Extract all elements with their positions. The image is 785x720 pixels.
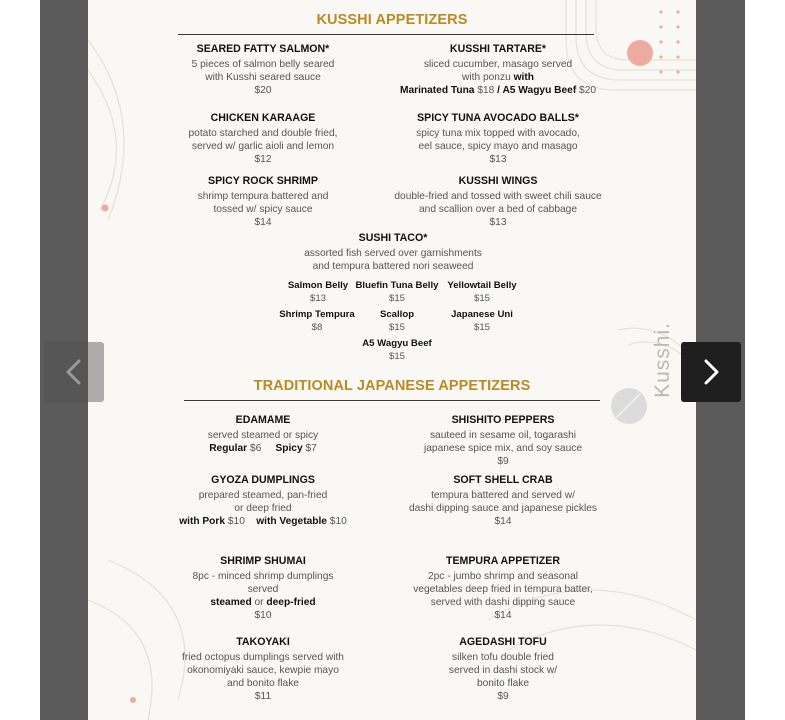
previous-page-button[interactable] bbox=[44, 342, 104, 402]
chevron-right-icon bbox=[698, 357, 724, 387]
menu-item-takoyaki: TAKOYAKI fried octopus dumplings served with okonomiyaki sauce, kewpie mayo and bonito flake $11 bbox=[182, 636, 344, 702]
menu-item-spicy-tuna-avocado-balls: SPICY TUNA AVOCADO BALLS* spicy tuna mix topped with avocado, eel sauce, spicy mayo and masago $13 bbox=[416, 112, 580, 165]
menu-item-chicken-karaage: CHICKEN KARAAGE potato starched and double fried, served w/ garlic aioli and lemon $12 bbox=[188, 112, 338, 165]
menu-item-shrimp-shumai: SHRIMP SHUMAI 8pc - minced shrimp dumplings served steamed or deep-fried $10 bbox=[192, 555, 334, 621]
taco-option: A5 Wagyu Beef $15 bbox=[362, 338, 432, 362]
menu-item-soft-shell-crab: SOFT SHELL CRAB tempura battered and served w/ dashi dipping sauce and japanese pickles $14 bbox=[408, 474, 598, 527]
taco-option: Japanese Uni $15 bbox=[451, 309, 513, 333]
menu-item-spicy-rock-shrimp: SPICY ROCK SHRIMP shrimp tempura battered and tossed w/ spicy sauce $14 bbox=[197, 175, 329, 228]
menu-item-shishito-peppers: SHISHITO PEPPERS sauteed in sesame oil, togarashi japanese spice mix, and soy sauce $9 bbox=[424, 414, 582, 467]
chevron-left-icon bbox=[61, 357, 87, 387]
section-title-traditional-japanese-appetizers: TRADITIONAL JAPANESE APPETIZERS bbox=[253, 378, 531, 394]
section-divider bbox=[184, 400, 600, 401]
next-page-button[interactable] bbox=[681, 342, 741, 402]
taco-option: Yellowtail Belly $15 bbox=[447, 280, 517, 304]
taco-option: Bluefin Tuna Belly $15 bbox=[355, 280, 439, 304]
menu-item-edamame: EDAMAME served steamed or spicy Regular $6 Spicy $7 bbox=[207, 414, 319, 454]
menu-item-seared-fatty-salmon: SEARED FATTY SALMON* 5 pieces of salmon belly seared with Kusshi seared sauce $20 bbox=[191, 43, 335, 96]
menu-item-agedashi-tofu: AGEDASHI TOFU silken tofu double fried served in dashi stock w/ bonito flake $9 bbox=[448, 636, 558, 702]
taco-option: Scallop $15 bbox=[379, 309, 415, 333]
menu-page bbox=[88, 0, 696, 720]
menu-item-gyoza-dumplings: GYOZA DUMPLINGS prepared steamed, pan-fried or deep fried with Pork $10 with Vegetable $10 bbox=[179, 474, 347, 527]
section-divider bbox=[178, 34, 594, 35]
taco-option: Shrimp Tempura $8 bbox=[279, 309, 355, 333]
menu-item-tempura-appetizer: TEMPURA APPETIZER 2pc - jumbo shrimp and seasonal vegetables deep fried in tempura batter, served with dashi dipping sauce $14 bbox=[413, 555, 593, 621]
section-title-kusshi-appetizers: KUSSHI APPETIZERS bbox=[316, 12, 468, 28]
menu-item-kusshi-tartare: KUSSHI TARTARE* sliced cucumber, masago served with ponzu with Marinated Tuna $18 / A5 Wagyu Beef $20 bbox=[399, 43, 597, 96]
taco-option: Salmon Belly $13 bbox=[287, 280, 349, 304]
brand-watermark: Kusshi. bbox=[651, 322, 674, 398]
menu-item-kusshi-wings: KUSSHI WINGS double-fried and tossed with sweet chili sauce and scallion over a bed of cabbage $13 bbox=[394, 175, 602, 228]
menu-item-sushi-taco: SUSHI TACO* assorted fish served over garnishments and tempura battered nori seaweed bbox=[304, 232, 482, 272]
